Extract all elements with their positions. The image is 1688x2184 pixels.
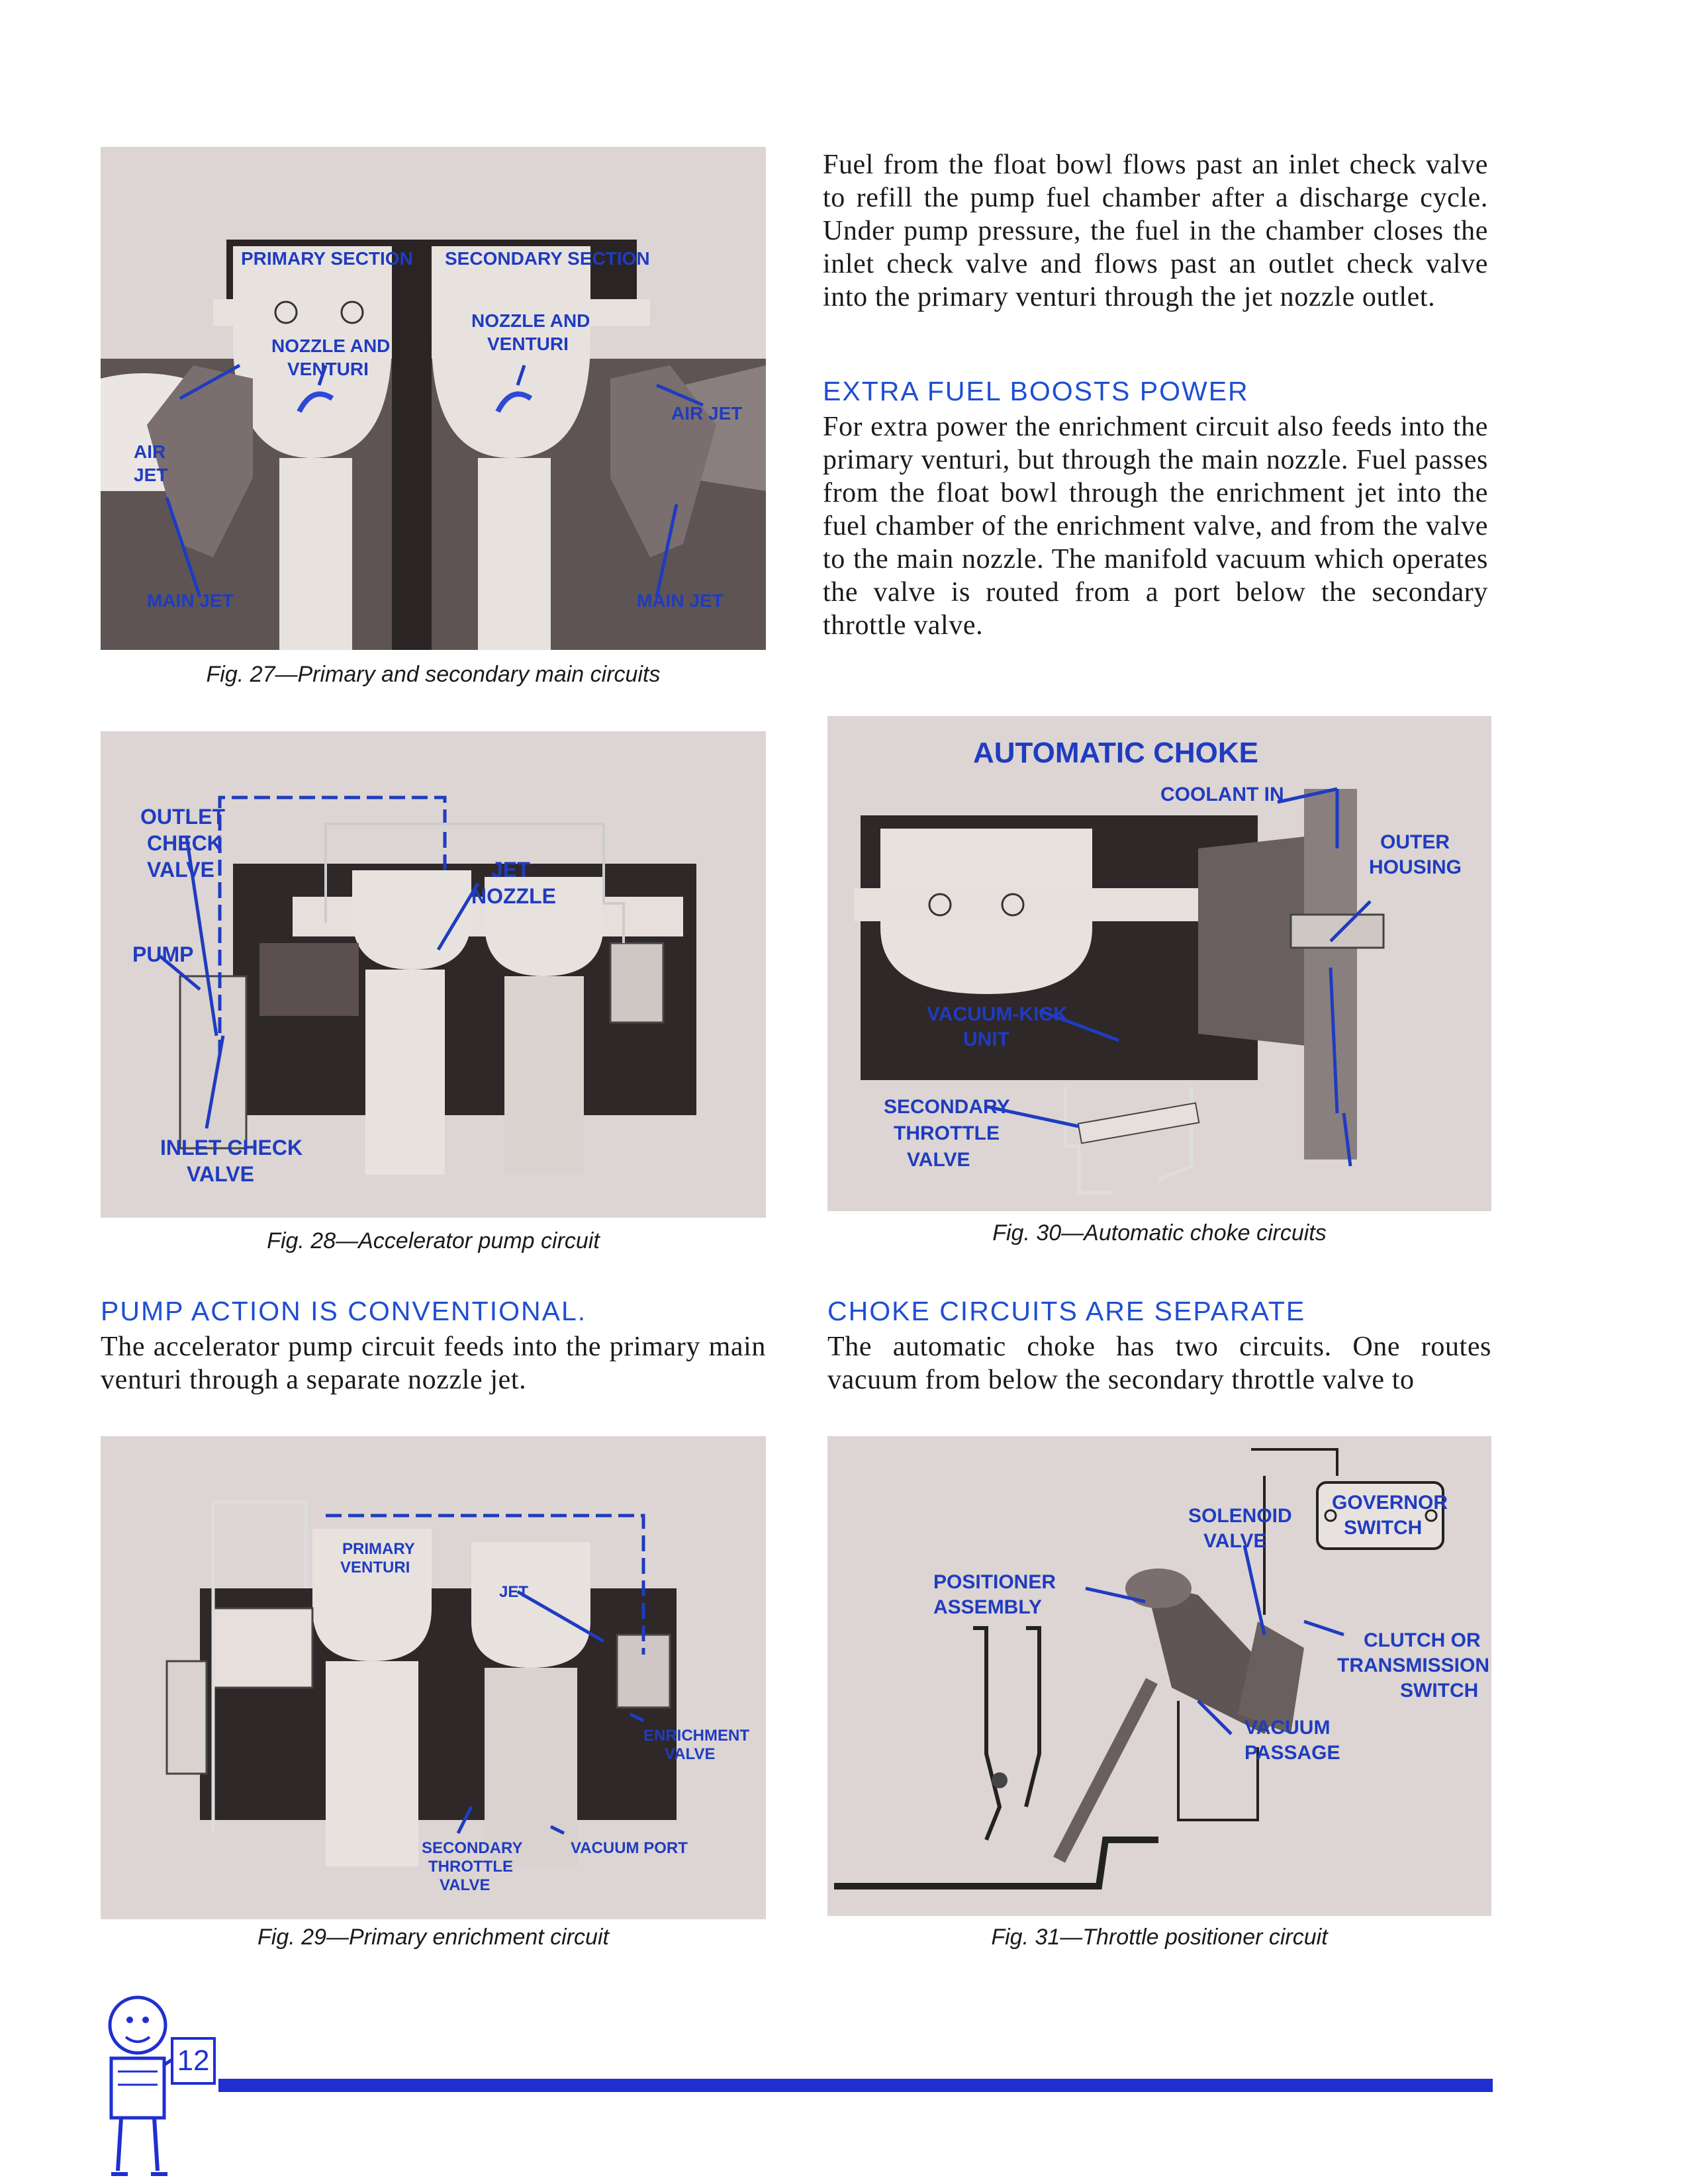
caption-fig-30: Fig. 30—Automatic choke circuits — [992, 1220, 1327, 1246]
paragraph-pump-fill: Fuel from the float bowl flows past an inlet check valve to refill the pump fuel chamber after a discharge cycle. Under pump pressure, the fuel in the chamber closes the inlet check valve and flows past an outlet check valve into the primary venturi through the jet nozzle outlet. — [823, 150, 1488, 312]
label-main-jet-right: MAIN JET — [637, 590, 724, 611]
label-nozzle-venturi-left-1: NOZZLE AND — [271, 336, 391, 356]
label-enrich-2: VALVE — [665, 1745, 716, 1763]
figure-29 — [101, 1436, 766, 1919]
label-primary-2: VENTURI — [340, 1559, 410, 1576]
label-vk-2: UNIT — [963, 1028, 1009, 1050]
label-air-jet-left-1: AIR — [134, 441, 166, 462]
page-number: 12 — [171, 2037, 216, 2085]
label-jet: JET — [499, 1583, 529, 1601]
label-sec-3: VALVE — [440, 1876, 491, 1894]
label-sec-2: THROTTLE — [428, 1858, 513, 1876]
label-outlet-1: OUTLET — [140, 805, 225, 829]
paragraph-choke-circuits: The automatic choke has two circuits. One routes vacuum from below the secondary throttle valve to — [827, 1332, 1491, 1395]
heading-pump-action: PUMP ACTION IS CONVENTIONAL. — [101, 1296, 587, 1326]
label-vacuum-1: VACUUM — [1244, 1717, 1331, 1739]
label-nozzle-venturi-right-2: VENTURI — [487, 334, 569, 354]
label-automatic-choke: AUTOMATIC CHOKE — [973, 737, 1259, 769]
label-jet-2: NOZZLE — [471, 884, 556, 908]
heading-extra-fuel: EXTRA FUEL BOOSTS POWER — [823, 376, 1249, 406]
label-sec-1: SECONDARY — [422, 1839, 523, 1857]
label-vacuum-2: PASSAGE — [1244, 1742, 1340, 1764]
caption-fig-29: Fig. 29—Primary enrichment circuit — [258, 1925, 609, 1950]
label-coolant-in: COOLANT IN — [1160, 784, 1284, 805]
label-pump: PUMP — [132, 942, 194, 966]
label-clutch-2: TRANSMISSION — [1337, 1655, 1490, 1676]
mascot-icon — [98, 1985, 217, 2184]
label-nozzle-venturi-left-2: VENTURI — [287, 359, 369, 379]
label-positioner-2: ASSEMBLY — [933, 1596, 1042, 1618]
label-primary-section: PRIMARY SECTION — [241, 248, 413, 269]
paragraph-extra-fuel: For extra power the enrichment circuit also feeds into the primary venturi, but through the main nozzle. Fuel passes from the float bowl through the enrichment jet into the fuel chamber of the enrichment valve, and from the valve to the main nozzle. The manifold vacuum which operates the valve is routed from a port below the secondary throttle valve. — [823, 412, 1488, 641]
footer-rule — [218, 2079, 1493, 2092]
figure-30 — [827, 716, 1491, 1211]
label-outer-2: HOUSING — [1369, 856, 1462, 878]
label-primary-1: PRIMARY — [342, 1540, 415, 1558]
figure-31 — [827, 1436, 1491, 1916]
caption-fig-31: Fig. 31—Throttle positioner circuit — [991, 1925, 1328, 1950]
label-solenoid-2: VALVE — [1203, 1530, 1267, 1552]
caption-fig-27: Fig. 27—Primary and secondary main circuits — [206, 662, 661, 687]
label-sec-throttle-1: SECONDARY — [884, 1096, 1010, 1118]
paragraph-pump-action: The accelerator pump circuit feeds into the primary main venturi through a separate nozzle jet. — [101, 1332, 766, 1395]
figure-28 — [101, 731, 766, 1218]
label-vk-1: VACUUM-KICK — [927, 1003, 1068, 1025]
label-outlet-3: VALVE — [147, 858, 214, 882]
heading-choke-circuits: CHOKE CIRCUITS ARE SEPARATE — [827, 1296, 1306, 1326]
label-governor-1: GOVERNOR — [1332, 1492, 1448, 1514]
label-positioner-1: POSITIONER — [933, 1571, 1056, 1593]
label-clutch-3: SWITCH — [1400, 1680, 1479, 1702]
label-clutch-1: CLUTCH OR — [1364, 1629, 1481, 1651]
label-main-jet-left: MAIN JET — [147, 590, 234, 611]
label-nozzle-venturi-right-1: NOZZLE AND — [471, 310, 590, 331]
label-jet-1: JET — [491, 858, 530, 882]
label-secondary-section: SECONDARY SECTION — [445, 248, 650, 269]
caption-fig-28: Fig. 28—Accelerator pump circuit — [267, 1228, 600, 1253]
label-sec-throttle-2: THROTTLE — [894, 1122, 1000, 1144]
label-enrich-1: ENRICHMENT — [643, 1727, 749, 1745]
label-inlet-2: VALVE — [187, 1162, 254, 1186]
figure-27 — [101, 147, 766, 650]
label-governor-2: SWITCH — [1344, 1517, 1423, 1539]
label-outlet-2: CHECK — [147, 831, 222, 855]
label-vacuum-port: VACUUM PORT — [571, 1839, 688, 1857]
label-air-jet-left-2: JET — [134, 465, 168, 485]
label-sec-throttle-3: VALVE — [907, 1149, 970, 1171]
label-solenoid-1: SOLENOID — [1188, 1505, 1292, 1527]
label-outer-1: OUTER — [1380, 831, 1450, 853]
label-air-jet-right: AIR JET — [671, 403, 743, 424]
label-inlet-1: INLET CHECK — [160, 1136, 303, 1160]
